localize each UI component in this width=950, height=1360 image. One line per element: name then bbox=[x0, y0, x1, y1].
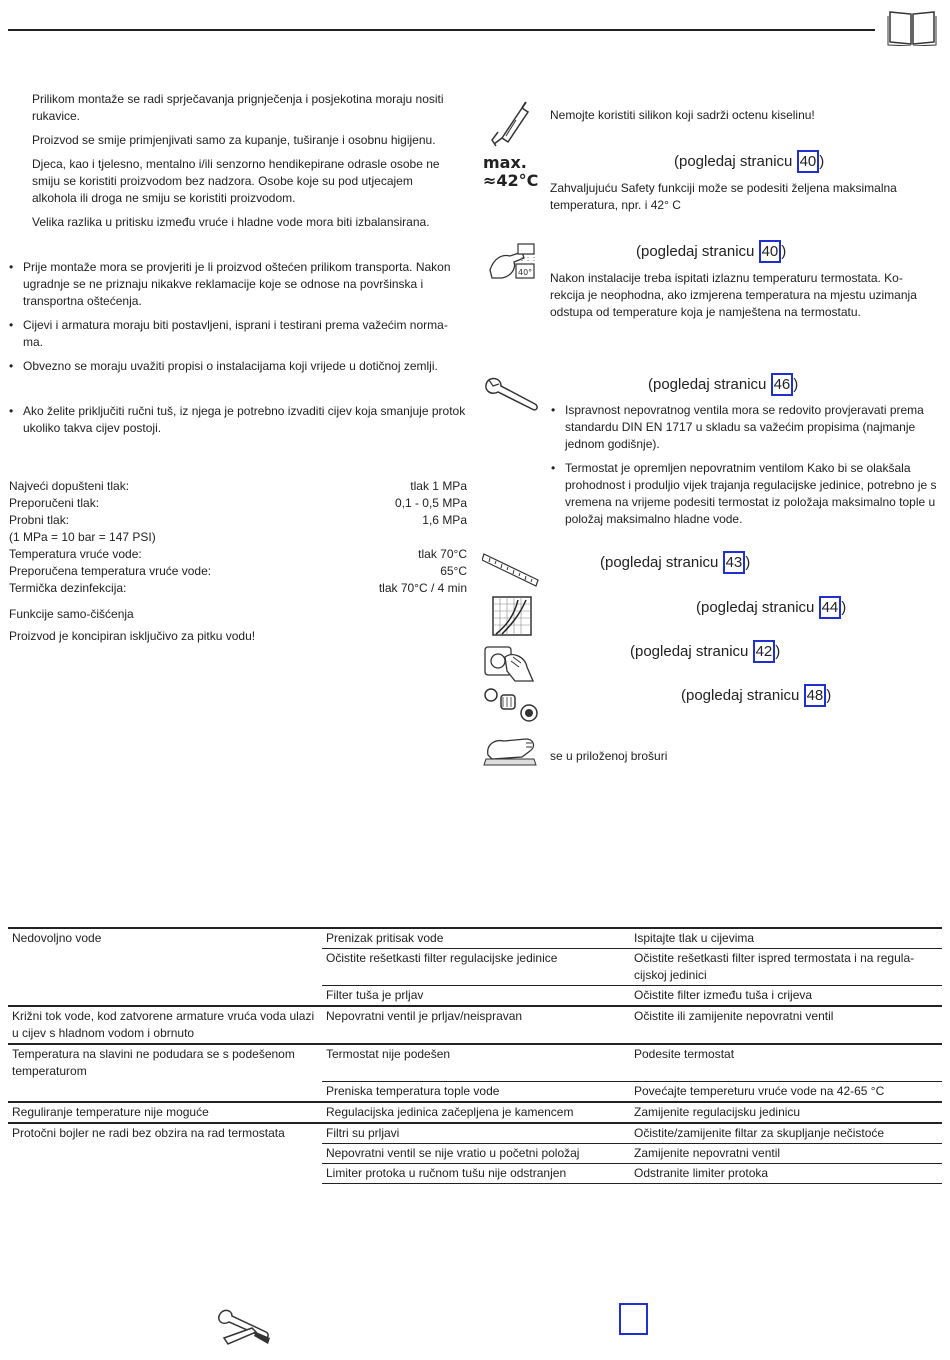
spec-row bbox=[9, 478, 467, 495]
remedy-cell: Očistite rešetkasti filter ispred termostata i na regula-cijskoj jedinici bbox=[630, 949, 942, 986]
page-reference-44 bbox=[696, 596, 846, 619]
max-label: max. bbox=[483, 153, 527, 172]
ruler-icon bbox=[482, 550, 540, 590]
spec-row bbox=[9, 512, 467, 529]
problem-cell bbox=[8, 1081, 322, 1102]
table-row bbox=[8, 928, 942, 949]
drinking-water-note: Proizvod je koncipiran isključivo za pitku vodu! bbox=[9, 629, 256, 643]
spec-row bbox=[9, 529, 467, 546]
table-row bbox=[8, 1123, 942, 1144]
spec-value: tlak 70°C bbox=[418, 547, 467, 561]
troubleshooting-table bbox=[8, 927, 942, 1184]
problem-cell: Reguliranje temperature nije moguće bbox=[8, 1102, 322, 1123]
technical-data bbox=[9, 478, 467, 597]
safety-paragraph: Velika razlika u pritisku između vruće i hladne vode mora biti izbalansirana. bbox=[32, 215, 430, 229]
maintenance-notes bbox=[551, 402, 937, 535]
spec-label: Termička dezinfekcija: bbox=[9, 581, 127, 595]
spec-row bbox=[9, 580, 467, 597]
page-reference-40 bbox=[674, 150, 824, 173]
remedy-cell: Povećajte tempereturu vruće vode na 42-65 °C bbox=[630, 1081, 942, 1102]
reference-suffix: ) bbox=[775, 643, 781, 660]
safety-function-text: Zahvaljujuću Safety funkciji može se podesiti željena maksimalna temperatura, npr. i 42° C bbox=[550, 181, 897, 212]
spec-label: Najveći dopušteni tlak: bbox=[9, 479, 130, 493]
table-row bbox=[8, 1143, 942, 1163]
hand-shower-bullet: • Ako želite priključiti ručni tuš, iz njega je potrebno izvaditi cijev koja smanjuje protok ukoliko takva cijev postoji. bbox=[9, 403, 467, 437]
problem-cell: Protočni bojler ne radi bez obzira na rad termostata bbox=[8, 1123, 322, 1144]
hand-knob-icon bbox=[483, 643, 535, 683]
reference-suffix: ) bbox=[841, 599, 847, 616]
problem-cell: Križni tok vode, kod zatvorene armature vruća voda ulazi u cijev s hladnom vodom i obrnuto bbox=[8, 1006, 322, 1044]
spec-value: tlak 1 MPa bbox=[410, 479, 467, 493]
page-reference-48 bbox=[681, 684, 831, 707]
cause-cell: Filtri su prljavi bbox=[322, 1123, 630, 1144]
problem-cell bbox=[8, 1143, 322, 1163]
remedy-cell: Ispitajte tlak u cijevima bbox=[630, 928, 942, 949]
safety-section bbox=[32, 91, 458, 238]
spec-label: Preporučeni tlak: bbox=[9, 496, 100, 510]
spec-row bbox=[9, 546, 467, 563]
problem-cell: Nedovoljno vode bbox=[8, 928, 322, 949]
reference-prefix: (pogledaj stranicu bbox=[681, 687, 804, 704]
cause-cell: Termostat nije podešen bbox=[322, 1044, 630, 1081]
table-row bbox=[8, 986, 942, 1007]
maintenance-bullet: • Ispravnost nepovratnog ventila mora se redovito provjeravati prema standardu DIN EN 1717 u skladu sa važećim propisima (najmanje jednom godišnje). bbox=[551, 402, 937, 453]
cause-cell: Nepovratni ventil se nije vratio u početni položaj bbox=[322, 1143, 630, 1163]
spec-label: (1 MPa = 10 bar = 147 PSI) bbox=[9, 530, 156, 544]
cause-cell: Regulacijska jedinica začepljena je kamencem bbox=[322, 1102, 630, 1123]
remedy-cell: Podesite termostat bbox=[630, 1044, 942, 1081]
table-row bbox=[8, 1102, 942, 1123]
page-link-42[interactable]: 42 bbox=[753, 640, 776, 663]
reference-suffix: ) bbox=[745, 554, 751, 571]
table-row bbox=[8, 1081, 942, 1102]
page-link-40[interactable]: 40 bbox=[759, 240, 782, 263]
spec-value: 0,1 - 0,5 MPa bbox=[394, 496, 467, 510]
silicone-warning: Nemojte koristiti silikon koji sadrži octenu kiselinu! bbox=[550, 108, 815, 122]
table-row bbox=[8, 1163, 942, 1183]
self-cleaning-label: Funkcije samo-čišćenja bbox=[9, 607, 134, 621]
reference-prefix: (pogledaj stranicu bbox=[636, 243, 759, 260]
cause-cell: Filter tuša je prljav bbox=[322, 986, 630, 1007]
silicone-gun-icon bbox=[488, 100, 530, 150]
reference-suffix: ) bbox=[826, 687, 832, 704]
table-row bbox=[8, 949, 942, 986]
cleaning-hand-icon bbox=[482, 733, 540, 767]
spec-label: Probni tlak: bbox=[9, 513, 70, 527]
remedy-cell: Zamijenite nepovratni ventil bbox=[630, 1143, 942, 1163]
reference-suffix: ) bbox=[819, 153, 825, 170]
page-link-44[interactable]: 44 bbox=[819, 596, 842, 619]
maintenance-bullet: • Termostat je opremljen nepovratnim ventilom Kako bi se olakšala prohodnost i produljio vijek trajanja regulacijske jedinice, potrebno je s vremena na vrijeme podesiti termostat iz položaja maksimalno tople u položaj maksimalno hladne vode. bbox=[551, 460, 937, 528]
cause-cell: Očistite rešetkasti filter regulacijske jedinice bbox=[322, 949, 630, 986]
svg-text:40°: 40° bbox=[518, 268, 533, 277]
spec-row bbox=[9, 563, 467, 580]
remedy-cell: Zamijenite regulacijsku jedinicu bbox=[630, 1102, 942, 1123]
cause-cell: Preniska temperatura tople vode bbox=[322, 1081, 630, 1102]
brochure-note: se u priloženoj brošuri bbox=[550, 749, 668, 763]
table-row bbox=[8, 1006, 942, 1044]
open-book-icon bbox=[887, 8, 937, 46]
page-number-box bbox=[619, 1303, 648, 1335]
problem-cell bbox=[8, 986, 322, 1007]
reference-prefix: (pogledaj stranicu bbox=[696, 599, 819, 616]
reference-prefix: (pogledaj stranicu bbox=[674, 153, 797, 170]
installation-notes bbox=[9, 259, 467, 382]
safety-paragraph: Prilikom montaže se radi sprječavanja prignječenja i posjekotina moraju nositi rukavice. bbox=[32, 92, 444, 123]
spec-row bbox=[9, 495, 467, 512]
wrench-icon bbox=[483, 376, 541, 412]
page-reference-42 bbox=[630, 640, 780, 663]
table-row bbox=[8, 1044, 942, 1081]
hand-shower-notes bbox=[9, 403, 467, 444]
valve-parts-icon bbox=[483, 687, 539, 723]
page-link-48[interactable]: 48 bbox=[804, 684, 827, 707]
page-link-43[interactable]: 43 bbox=[723, 551, 746, 574]
cause-cell: Nepovratni ventil je prljav/neispravan bbox=[322, 1006, 630, 1044]
wrench-screwdriver-icon bbox=[216, 1308, 274, 1348]
reference-prefix: (pogledaj stranicu bbox=[630, 643, 753, 660]
cause-cell: Limiter protoka u ručnom tušu nije odstranjen bbox=[322, 1163, 630, 1183]
problem-cell: Temperatura na slavini ne podudara se s podešenom temperaturom bbox=[8, 1044, 322, 1081]
hand-thermometer-icon bbox=[488, 240, 538, 282]
temperature-limit-label: ≈42°C bbox=[483, 171, 539, 190]
reference-prefix: (pogledaj stranicu bbox=[600, 554, 723, 571]
header-rule bbox=[8, 29, 875, 31]
remedy-cell: Očistite/zamijenite filtar za skupljanje nečistoće bbox=[630, 1123, 942, 1144]
spec-label: Preporučena temperatura vruće vode: bbox=[9, 564, 212, 578]
spec-value: 1,6 MPa bbox=[422, 513, 467, 527]
problem-cell bbox=[8, 949, 322, 986]
graph-icon bbox=[492, 596, 532, 636]
remedy-cell: Očistite filter između tuša i crijeva bbox=[630, 986, 942, 1007]
remedy-cell: Očistite ili zamijenite nepovratni ventil bbox=[630, 1006, 942, 1044]
page-reference-46 bbox=[648, 373, 798, 396]
thermostat-check-text: Nakon instalacije treba ispitati izlaznu temperaturu termostata. Ko-rekcija je neophodna, ako izmjerena temperatura na mjestu uzimanja odstupa od temperature koja je namještena na termostatu. bbox=[550, 271, 917, 319]
safety-paragraph: Proizvod se smije primjenjivati samo za kupanje, tuširanje i osobnu higijenu. bbox=[32, 133, 436, 147]
problem-cell bbox=[8, 1163, 322, 1183]
installation-bullet: • Cijevi i armatura moraju biti postavljeni, isprani i testirani prema važećim norma-ma. bbox=[9, 317, 467, 351]
reference-prefix: (pogledaj stranicu bbox=[648, 376, 771, 393]
page-reference-43 bbox=[600, 551, 750, 574]
page-reference-40b bbox=[636, 240, 786, 263]
reference-suffix: ) bbox=[793, 376, 799, 393]
remedy-cell: Odstranite limiter protoka bbox=[630, 1163, 942, 1183]
cause-cell: Prenizak pritisak vode bbox=[322, 928, 630, 949]
spec-label: Temperatura vruće vode: bbox=[9, 547, 142, 561]
reference-suffix: ) bbox=[781, 243, 787, 260]
installation-bullet: • Prije montaže mora se provjeriti je li proizvod oštećen prilikom transporta. Nakon ugradnje se ne priznaju nikakve reklamacije koje se odnose na površinska i transportna oštećenja. bbox=[9, 259, 467, 310]
page-link-46[interactable]: 46 bbox=[771, 373, 794, 396]
installation-bullet: • Obvezno se moraju uvažiti propisi o instalacijama koji vrijede u dotičnoj zemlji. bbox=[9, 358, 467, 375]
spec-value: tlak 70°C / 4 min bbox=[378, 581, 467, 595]
spec-value: 65°C bbox=[440, 564, 467, 578]
page-link-40[interactable]: 40 bbox=[797, 150, 820, 173]
safety-paragraph: Djeca, kao i tjelesno, mentalno i/ili senzorno hendikepirane odrasle osobe ne smiju se koristiti proizvodom bez nadzora. Osobe koje su pod utjecajem alkohola ili droga ne smiju se koristiti proizvodom. bbox=[32, 157, 440, 205]
